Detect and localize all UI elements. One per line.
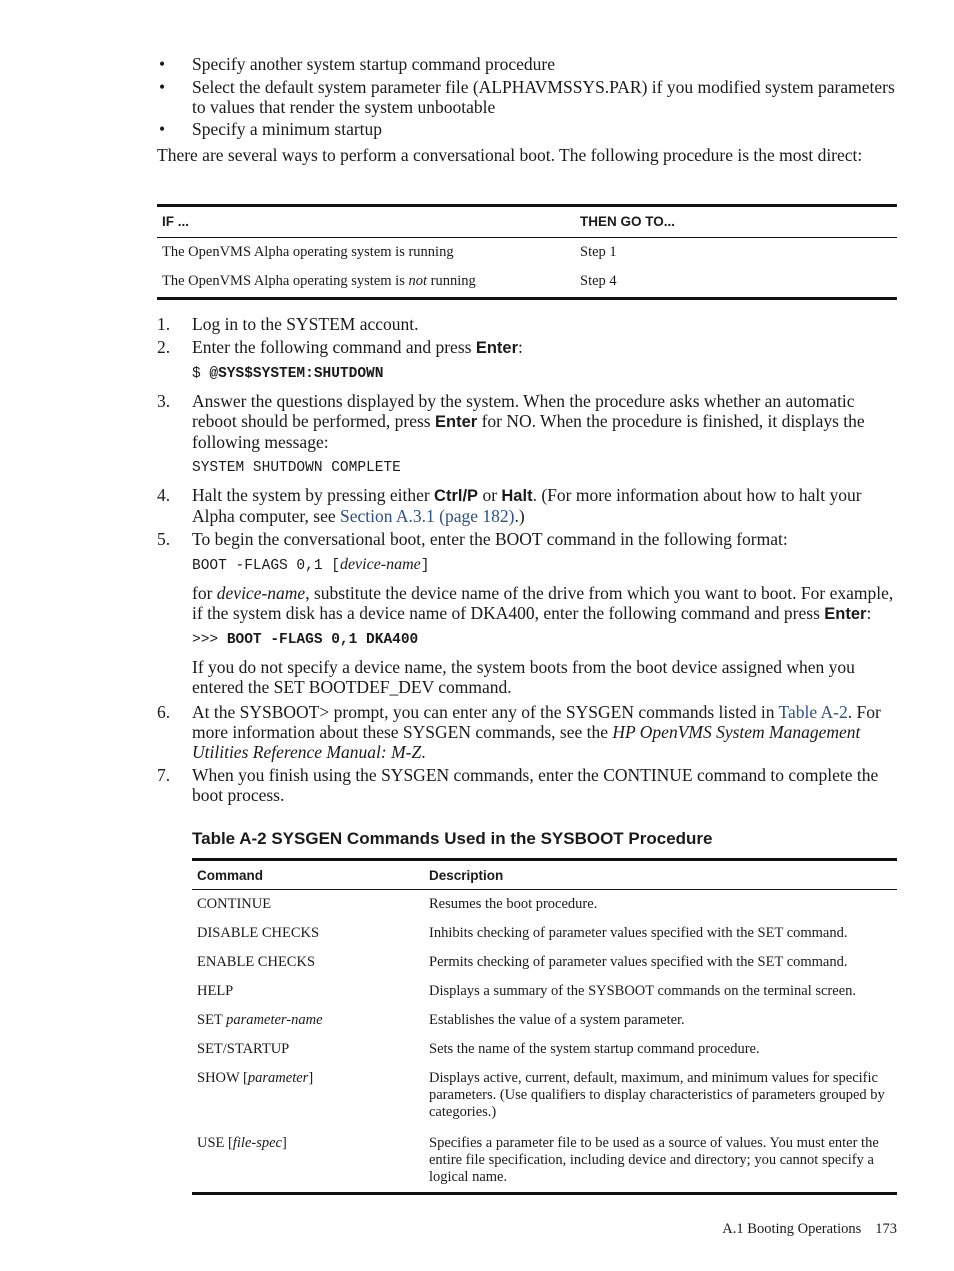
key-name: Enter: [475, 339, 519, 357]
sysgen-commands-table: [192, 858, 897, 1195]
table-header-command: Command: [192, 860, 424, 890]
page-number: 173: [875, 1221, 897, 1237]
command-cell: DISABLE CHECKS: [197, 925, 320, 941]
step-paragraph: for device-name, substitute the device name of the drive from which you want to boot. For example, if the system disk has a device name of DKA400, enter the following command and press Enter:: [192, 583, 894, 623]
footer-section: A.1 Booting Operations: [722, 1221, 862, 1237]
step-number: 1.: [157, 314, 171, 334]
step-number: 3.: [157, 391, 171, 411]
command-cell: SHOW [parameter]: [197, 1070, 314, 1086]
command-cell: SET/STARTUP: [197, 1041, 290, 1057]
table-row: [192, 890, 897, 920]
step-7: 7. When you finish using the SYSGEN commands, enter the CONTINUE command to complete the boot process.: [157, 765, 879, 805]
table-row: [192, 919, 897, 948]
step-paragraph: If you do not specify a device name, the system boots from the boot device assigned when you entered the SET BOOTDEF_DEV command.: [192, 657, 855, 697]
description-cell: Sets the name of the system startup command procedure.: [429, 1041, 760, 1057]
description-cell: Resumes the boot procedure.: [429, 896, 598, 912]
manual-title: HP OpenVMS System Management Utilities Reference Manual: M-Z: [192, 722, 861, 762]
step-6: 6. At the SYSBOOT> prompt, you can enter any of the SYSGEN commands listed in Table A-2. For more information about these SYSGEN commands, see the HP OpenVMS System Management Utilities Reference Manual: M-Z.: [157, 702, 881, 762]
code-example: SYSTEM SHUTDOWN COMPLETE: [192, 460, 401, 476]
code-command: @SYS$SYSTEM:SHUTDOWN: [209, 366, 384, 382]
command-cell: USE [file-spec]: [192, 1129, 424, 1194]
description-cell: Displays a summary of the SYSBOOT commands on the terminal screen.: [429, 983, 857, 999]
description-cell: Permits checking of parameter values specified with the SET command.: [429, 954, 848, 970]
command-cell: CONTINUE: [197, 896, 272, 912]
step-number: 4.: [157, 485, 171, 505]
table-row: [157, 238, 897, 268]
table-link[interactable]: Table A-2: [778, 702, 848, 722]
command-cell: ENABLE CHECKS: [197, 954, 316, 970]
table-row: [192, 1006, 897, 1035]
bullet-item: • Specify another system startup command procedure: [157, 54, 897, 74]
step-number: 6.: [157, 702, 171, 722]
step-1: [157, 314, 897, 334]
description-cell: Displays active, current, default, maximum, and minimum values for specific parameters. (Use qualifiers to display characteristics of parameters grouped by categories.): [429, 1070, 885, 1120]
step-number: 7.: [157, 765, 171, 785]
command-cell: HELP: [197, 983, 234, 999]
table-row: [192, 948, 897, 977]
step-3: 3. Answer the questions displayed by the system. When the procedure asks whether an automatic reboot should be performed, press Enter for NO. When the procedure is finished, it displays the following message: SYSTEM SHUTDOWN COMPLETE: [157, 391, 897, 477]
if-cell: The OpenVMS Alpha operating system is running: [162, 244, 454, 260]
key-name: Ctrl/P: [434, 487, 479, 505]
code-example: >>> BOOT -FLAGS 0,1 DKA400: [192, 632, 419, 648]
description-cell: Specifies a parameter file to be used as a source of values. You must enter the entire file specification, including device and directory; you cannot specify a logical name.: [424, 1129, 897, 1194]
table-row: [192, 1064, 897, 1129]
bullet-item: • Specify a minimum startup: [157, 119, 897, 139]
key-name: Halt: [501, 487, 533, 505]
step-number: 2.: [157, 337, 171, 357]
table-header-if: IF ...: [157, 206, 575, 238]
key-name: Enter: [435, 413, 478, 431]
table-row: [192, 1035, 897, 1064]
then-cell: Step 4: [575, 267, 897, 299]
step-text: Log in to the SYSTEM account.: [192, 314, 419, 334]
table-row: [157, 267, 897, 299]
step-number: 5.: [157, 529, 171, 549]
bullet-item: • Select the default system parameter file (ALPHAVMSSYS.PAR) if you modified system parameters to values that render the system unbootable: [157, 77, 897, 117]
boot-path-table: [157, 204, 897, 300]
table-header-description: Description: [424, 860, 897, 890]
step-2: 2. Enter the following command and press Enter: $ @SYS$SYSTEM:SHUTDOWN: [157, 337, 897, 383]
code-example: BOOT -FLAGS 0,1 [device-name]: [192, 556, 430, 574]
bullet-list: [157, 54, 897, 142]
page-footer: [722, 1221, 897, 1238]
then-cell: Step 1: [580, 244, 617, 260]
step-4: 4. Halt the system by pressing either Ctrl/P or Halt. (For more information about how to halt your Alpha computer, see Section A.3.1 (page 182).): [157, 485, 862, 526]
procedure-steps: [157, 314, 897, 808]
table-row: [192, 1129, 897, 1194]
table-row: [192, 977, 897, 1006]
table-title: Table A-2 SYSGEN Commands Used in the SYSBOOT Procedure: [192, 829, 713, 848]
key-name: Enter: [824, 605, 867, 623]
code-command: BOOT -FLAGS 0,1 DKA400: [226, 632, 419, 648]
section-link[interactable]: Section A.3.1 (page 182): [340, 506, 515, 526]
code-example: $ @SYS$SYSTEM:SHUTDOWN: [192, 366, 384, 382]
step-text: Enter the following command and press: [192, 337, 476, 357]
command-cell: SET parameter-name: [197, 1012, 323, 1028]
emphasis: not: [408, 273, 428, 289]
if-cell: The OpenVMS Alpha operating system is not running: [157, 267, 575, 299]
intro-paragraph: There are several ways to perform a conversational boot. The following procedure is the most direct:: [157, 145, 863, 165]
step-5: 5. To begin the conversational boot, enter the BOOT command in the following format: BOOT -FLAGS 0,1 [device-name] for device-name, substitute the device name of the drive from which you want to boot. For example, if the system disk has a device name of DKA400, enter the following command and press Enter: >>> BOOT -FLAGS 0,1 DKA400 If you do not specify a device name, the system boots from the boot device assigned when you entered the SET BOOTDEF_DEV command.: [157, 529, 897, 697]
table-header-then: THEN GO TO...: [575, 206, 897, 238]
description-cell: Inhibits checking of parameter values specified with the SET command.: [429, 925, 848, 941]
description-cell: Establishes the value of a system parameter.: [429, 1012, 685, 1028]
